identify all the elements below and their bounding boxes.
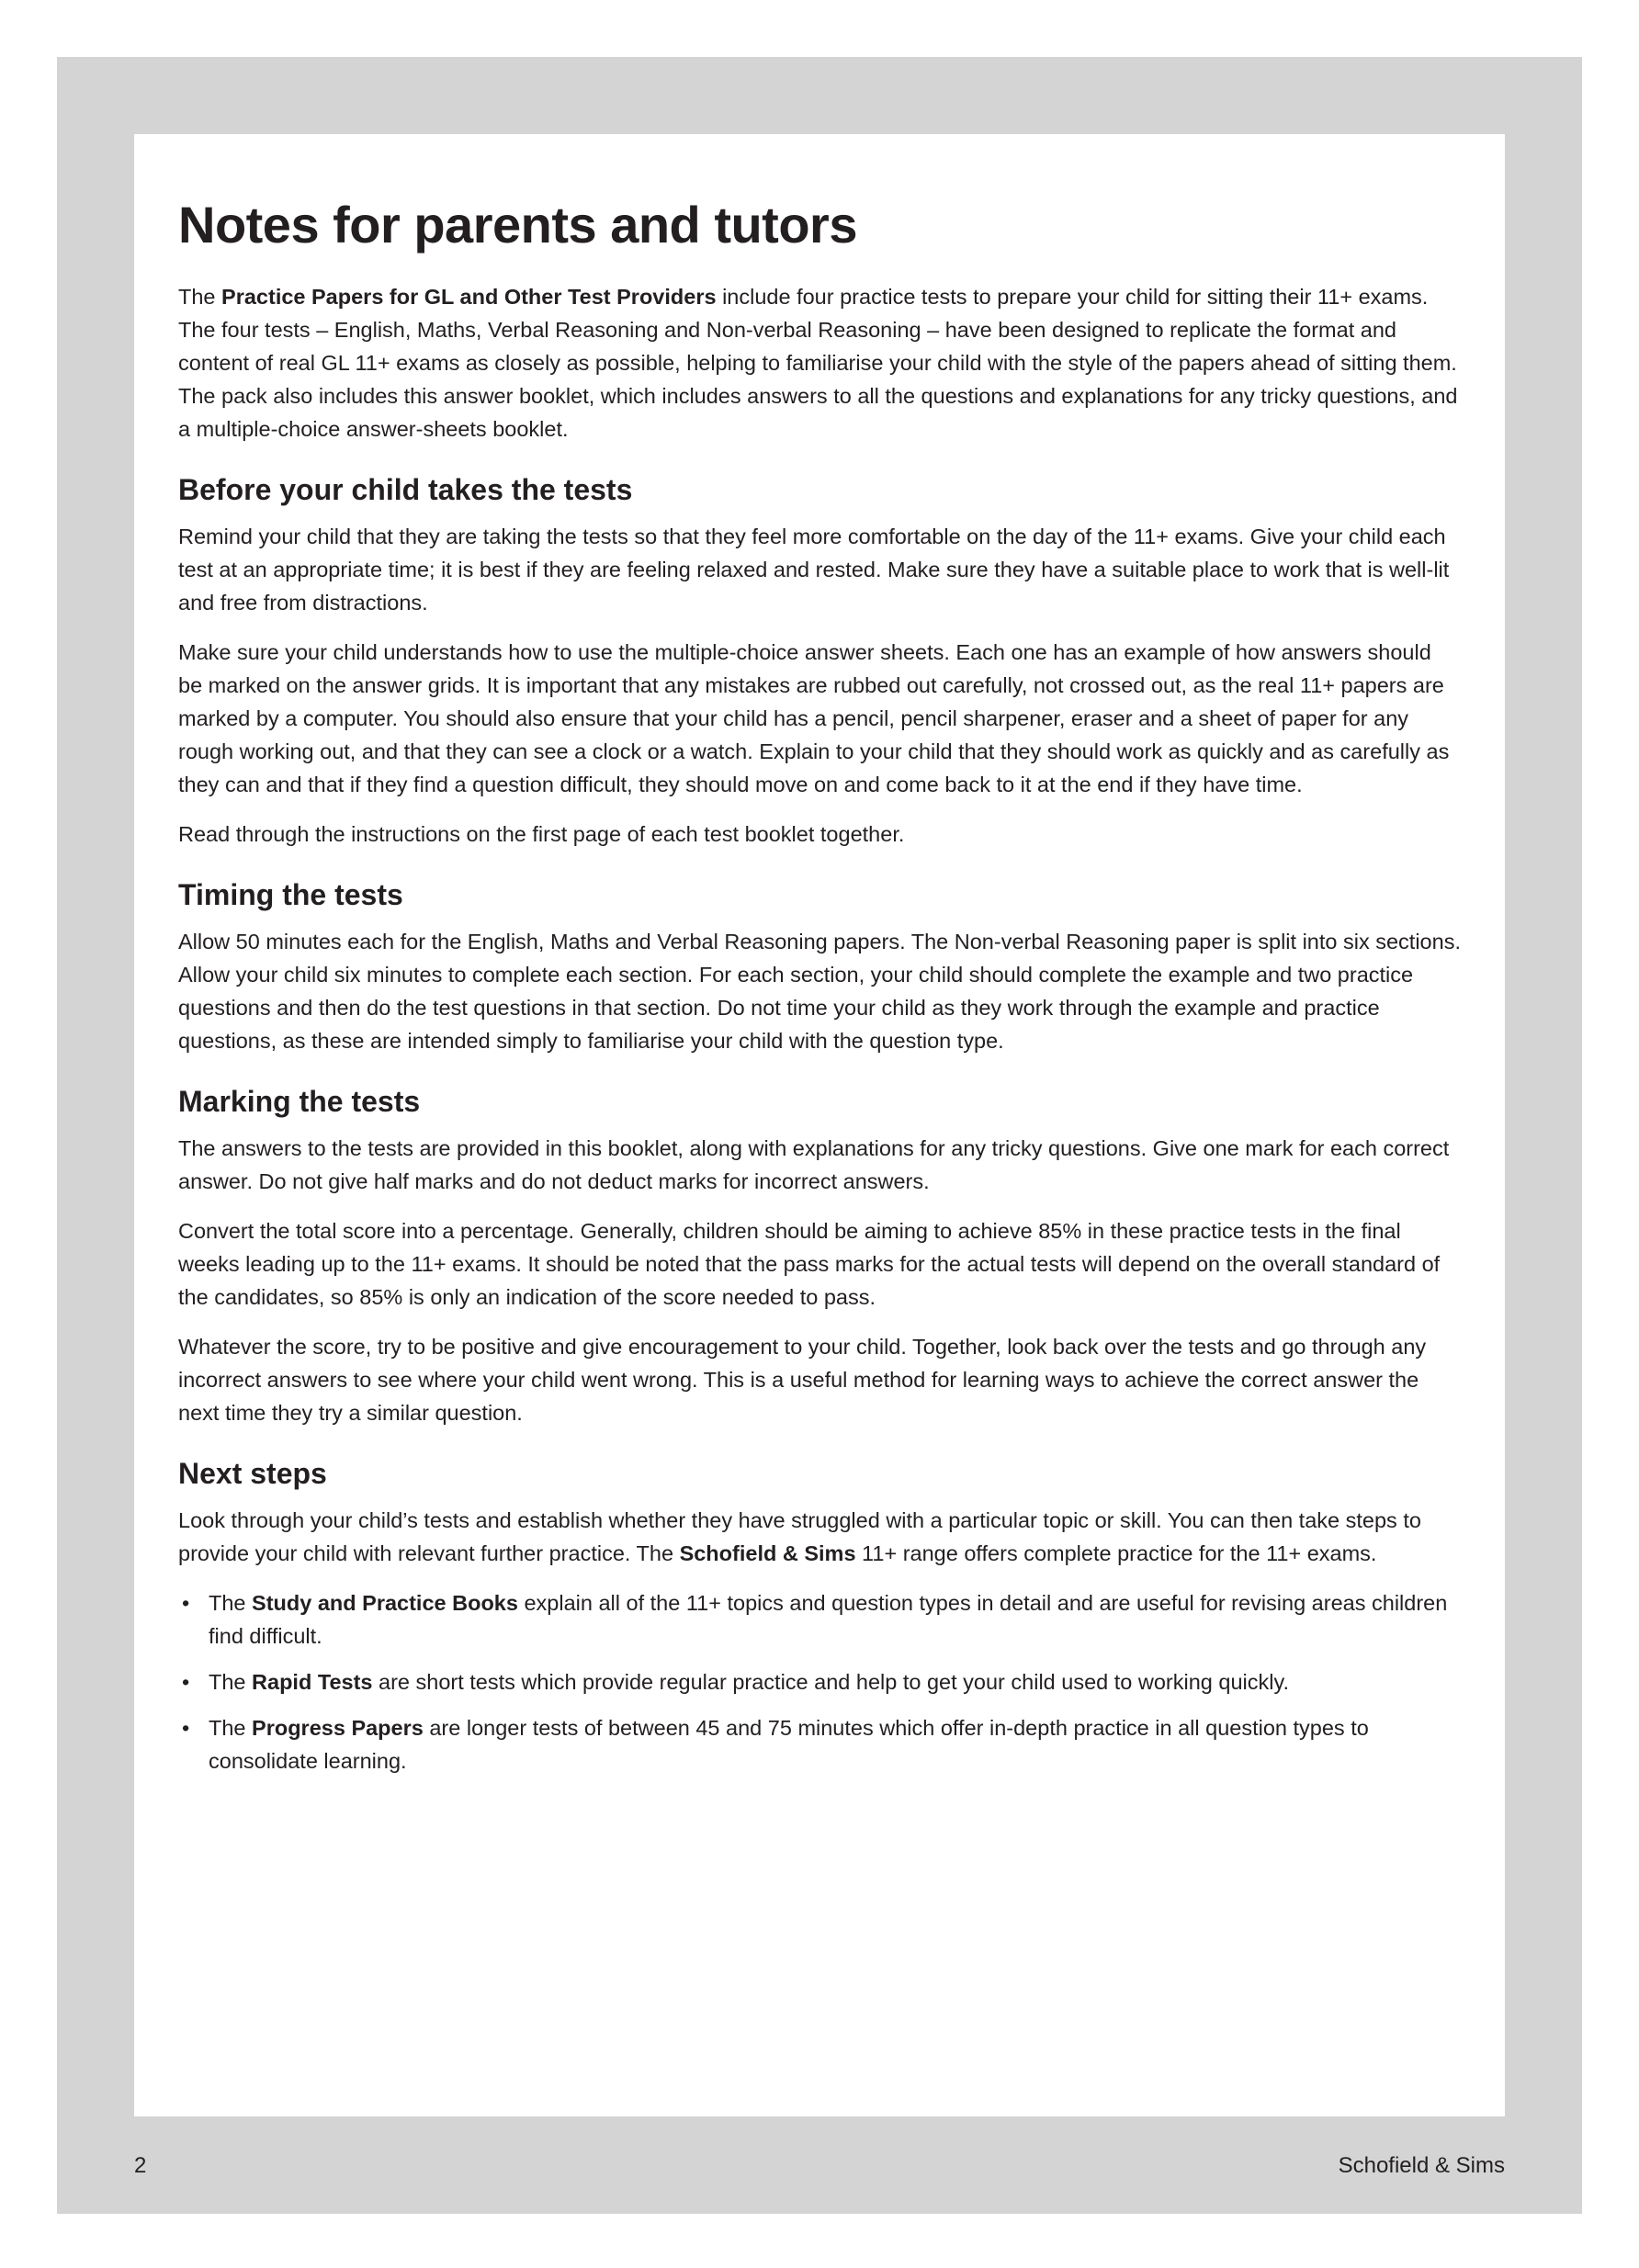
- intro-text-bold: Practice Papers for GL and Other Test Providers: [221, 285, 717, 309]
- paragraph: The answers to the tests are provided in this booklet, along with explanations for any tricky questions. Give one mark for each correct answer. Do not give half marks and do not deduct marks for incorrect answers.: [178, 1136, 1450, 1193]
- intro-paragraph: [178, 280, 1461, 446]
- document-page: [134, 134, 1505, 2116]
- page-title: Notes for parents and tutors: [178, 196, 857, 254]
- next-steps-text-bold: Schofield & Sims: [679, 1541, 856, 1565]
- bullet-text-pre: The: [209, 1716, 253, 1740]
- list-item: [178, 1711, 1461, 1777]
- list-item: [178, 1665, 1461, 1698]
- paragraph: Make sure your child understands how to use the multiple-choice answer sheets. Each one has an example of how answers should be marked on the answer grids. It is important that any mistakes are rubbed out carefully, not crossed out, as the real 11+ papers are marked by a computer. You should also ensure that your child has a pencil, pencil sharpener, eraser and a sheet of paper for any rough working out, and that they can see a clock or a watch. Explain to your child that they should work as quickly and as carefully as they can and that if they find a question difficult, they should move on and come back to it at the end if they have time.: [178, 640, 1450, 796]
- section-heading-next-steps: Next steps: [178, 1457, 327, 1490]
- section-heading-before-tests: Before your child takes the tests: [178, 473, 633, 506]
- bullet-text-pre: The: [209, 1591, 253, 1615]
- section-heading-timing: Timing the tests: [178, 878, 403, 911]
- paragraph: Read through the instructions on the first page of each test booklet together.: [178, 822, 905, 846]
- next-steps-text-post: 11+ range offers complete practice for the 11+ exams.: [855, 1541, 1377, 1565]
- paragraph: Allow 50 minutes each for the English, Maths and Verbal Reasoning papers. The Non-verbal Reasoning paper is split into six sections. Allow your child six minutes to complete each section. For each section, your child should complete the example and two practice questions and then do the test questions in that section. Do not time your child as they work through the example and practice questions, as these are intended simply to familiarise your child with the question type.: [178, 930, 1461, 1053]
- bullet-text-post: are short tests which provide regular practice and help to get your child used to working quickly.: [372, 1670, 1290, 1694]
- page-background: [57, 57, 1582, 2214]
- paragraph: Remind your child that they are taking the tests so that they feel more comfortable on the day of the 11+ exams. Give your child each test at an appropriate time; it is best if they are feeling relaxed and rested. Make sure they have a suitable place to work that is well-lit and free from distractions.: [178, 525, 1450, 615]
- intro-text-pre: The: [178, 285, 222, 309]
- next-steps-list: [178, 1586, 1461, 1777]
- bullet-text-bold: Progress Papers: [252, 1716, 424, 1740]
- bullet-text-post: are longer tests of between 45 and 75 minutes which offer in-depth practice in all question types to consolidate learning.: [209, 1716, 1369, 1773]
- publisher-name: Schofield & Sims: [1338, 2153, 1505, 2178]
- next-steps-text-pre: Look through your child’s tests and establish whether they have struggled with a particular topic or skill. You can then take steps to provide your child with relevant further practice. The: [178, 1508, 1421, 1565]
- bullet-text-bold: Study and Practice Books: [252, 1591, 518, 1615]
- paragraph: Whatever the score, try to be positive and give encouragement to your child. Together, look back over the tests and go through any incorrect answers to see where your child went wrong. This is a useful method for learning ways to achieve the correct answer the next time they try a similar question.: [178, 1335, 1427, 1425]
- bullet-text-post: explain all of the 11+ topics and question types in detail and are useful for revising areas children find difficult.: [209, 1591, 1448, 1648]
- bullet-text-bold: Rapid Tests: [252, 1670, 373, 1694]
- intro-text-post: include four practice tests to prepare your child for sitting their 11+ exams. The four tests – English, Maths, Verbal Reasoning and Non-verbal Reasoning – have been designed to replicate the format and content of real GL 11+ exams as closely as possible, helping to familiarise your child with the style of the papers ahead of sitting them. The pack also includes this answer booklet, which includes answers to all the questions and explanations for any tricky questions, and a multiple-choice answer-sheets booklet.: [178, 285, 1458, 441]
- page-footer: [134, 2153, 1505, 2179]
- list-item: [178, 1586, 1461, 1653]
- page-number: 2: [134, 2153, 147, 2178]
- bullet-text-pre: The: [209, 1670, 253, 1694]
- section-heading-marking: Marking the tests: [178, 1085, 421, 1118]
- paragraph: Convert the total score into a percentage. Generally, children should be aiming to achieve 85% in these practice tests in the final weeks leading up to the 11+ exams. It should be noted that the pass marks for the actual tests will depend on the overall standard of the candidates, so 85% is only an indication of the score needed to pass.: [178, 1219, 1441, 1309]
- paragraph: [178, 1504, 1461, 1570]
